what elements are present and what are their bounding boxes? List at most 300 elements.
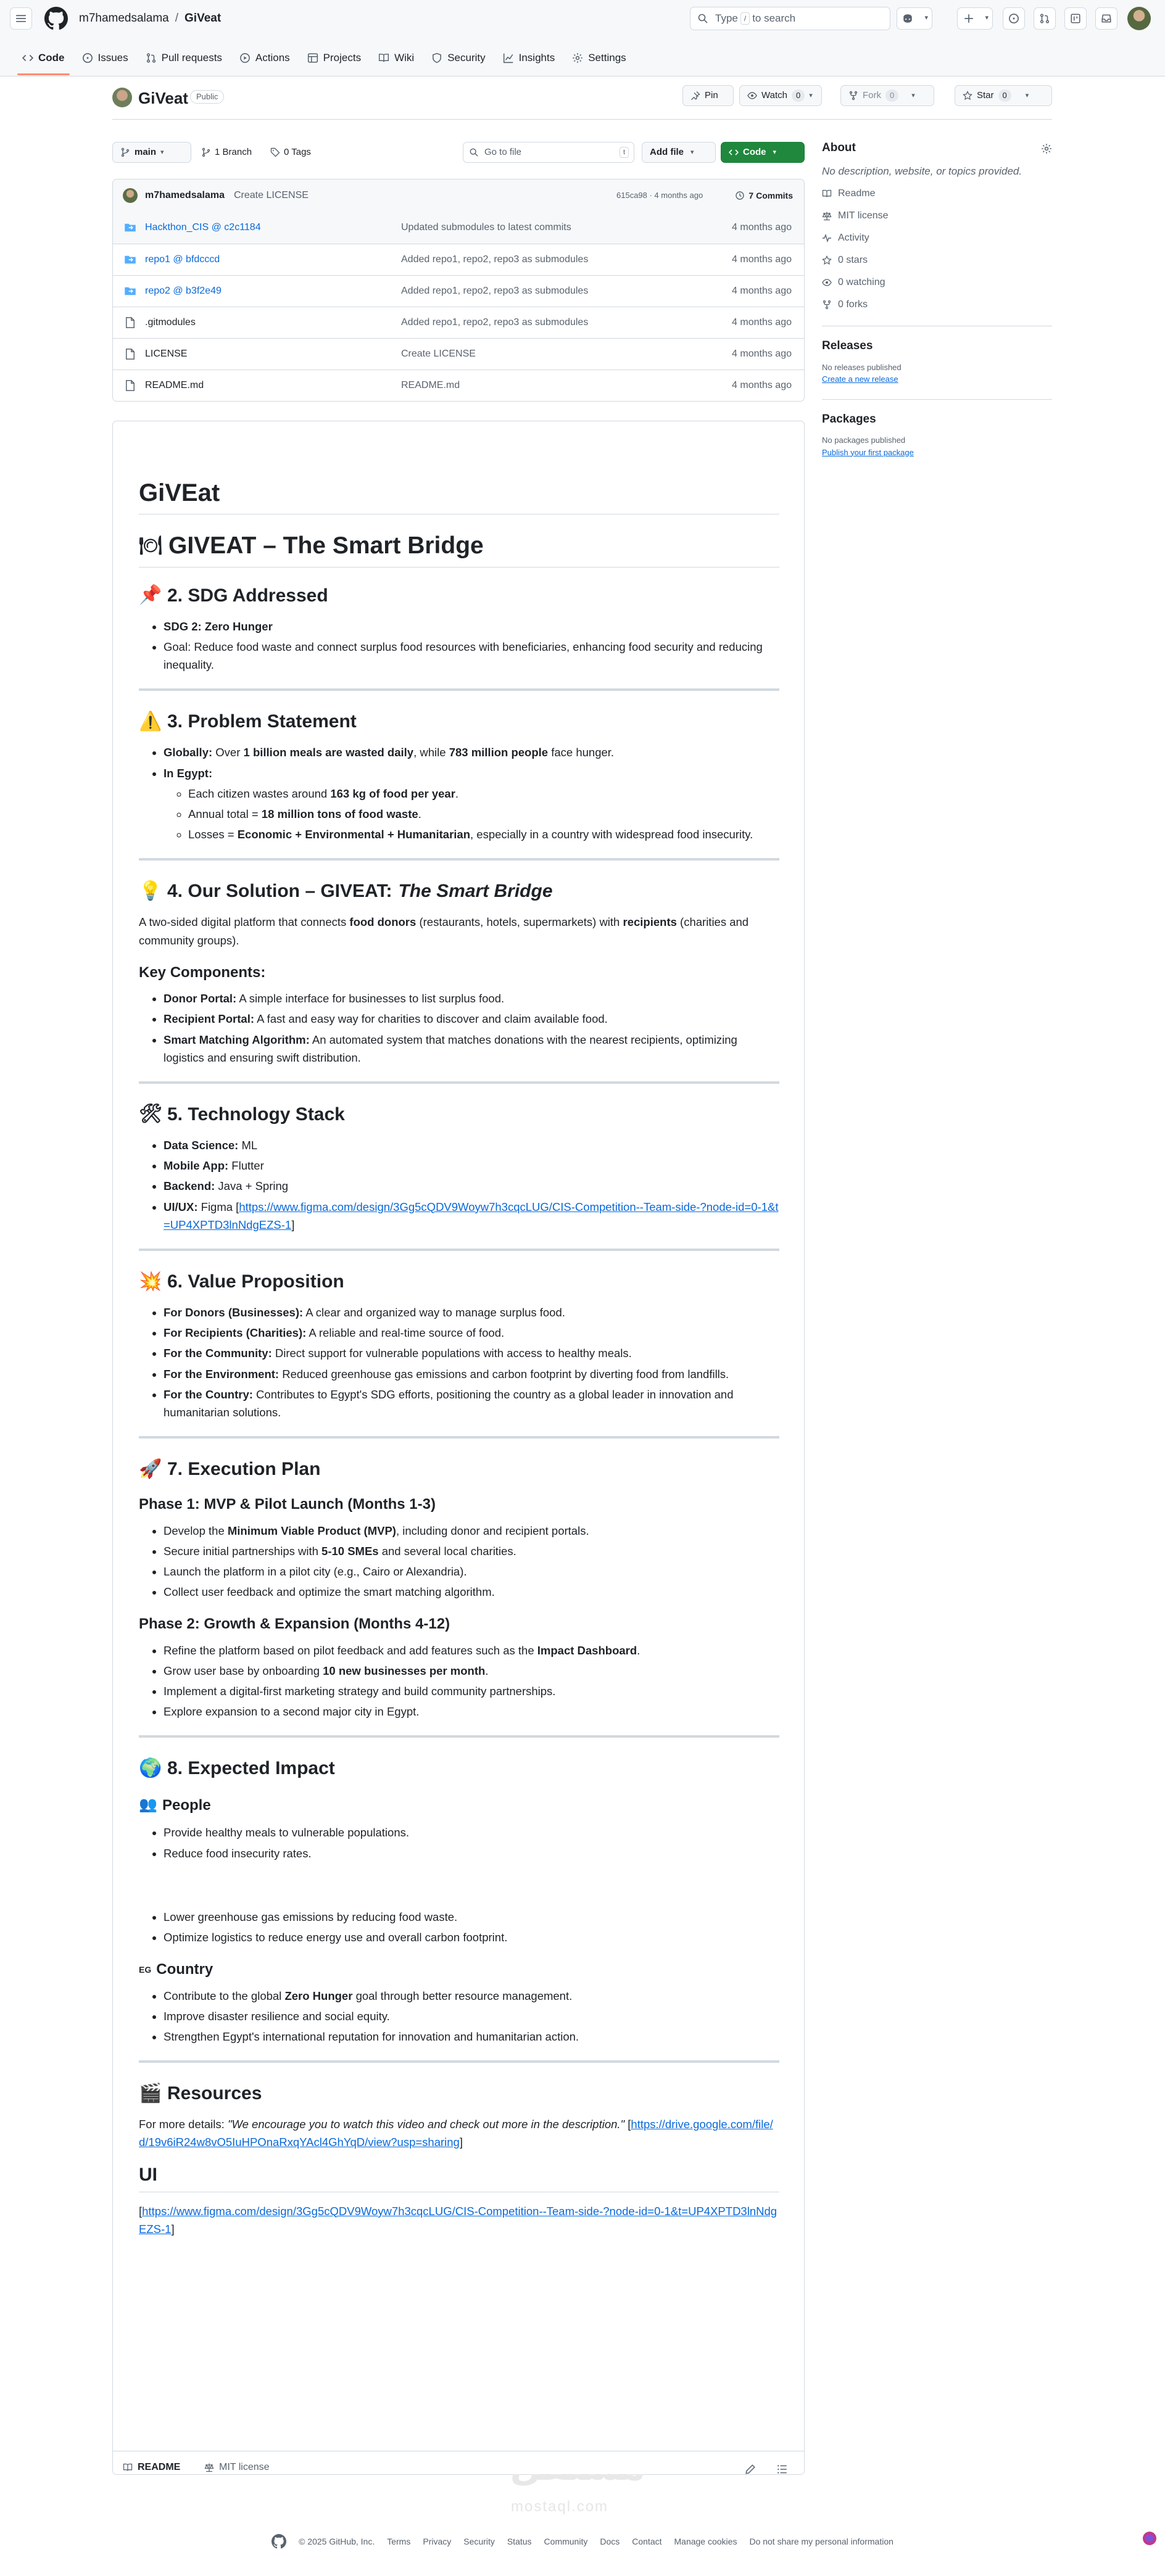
egypt-flag-icon: EG: [139, 1964, 152, 1975]
file-commit-message[interactable]: Create LICENSE: [401, 349, 476, 359]
text: ]: [171, 2222, 175, 2235]
label: For the Community:: [164, 1347, 272, 1360]
search-icon: [470, 148, 478, 157]
section-problem-title: 3. Problem Statement: [167, 711, 357, 732]
footer-link-terms[interactable]: Terms: [387, 2536, 411, 2546]
tab-projects[interactable]: [300, 44, 368, 72]
text-bold: 163 kg of food per year: [330, 786, 455, 800]
play-icon: [239, 52, 251, 64]
text: Secure initial partnerships with: [164, 1544, 318, 1558]
eye-icon: [822, 278, 832, 287]
list-item: [164, 1010, 779, 1028]
text: Develop the: [164, 1524, 225, 1537]
readme-box: [112, 421, 805, 2475]
book-icon: [378, 52, 389, 64]
readme-content: [139, 477, 779, 2249]
tab-security[interactable]: [424, 44, 492, 72]
text: A fast and easy way for charities to discover and claim available food.: [257, 1012, 608, 1026]
file-icon: [124, 316, 136, 329]
branch-selector[interactable]: [112, 142, 191, 163]
file-commit-message[interactable]: Added repo1, repo2, repo3 as submodules: [401, 317, 589, 328]
list-item: • Goal: Reduce food waste and connect surplus food resources with beneficiaries, enhancing food security and reducing inequality.: [164, 638, 779, 674]
chevron-down-icon: ▾: [924, 14, 928, 22]
phase1-list: [139, 1522, 779, 1601]
projects-icon: [1070, 13, 1081, 24]
file-name[interactable]: LICENSE: [145, 349, 188, 359]
label: Donor Portal:: [164, 992, 237, 1005]
list-item: • Optimize logistics to reduce energy use and overall carbon footprint.: [164, 1928, 779, 1946]
lightbulb-icon: 💡: [139, 880, 162, 901]
tab-label: Pull requests: [161, 52, 222, 64]
text: [: [139, 2204, 143, 2218]
divider: [139, 858, 779, 861]
text: Each citizen wastes around: [188, 786, 328, 800]
commits-link[interactable]: [735, 189, 793, 202]
text-bold: Economic + Environmental + Humanitarian: [237, 828, 470, 841]
figma-link[interactable]: https://www.figma.com/design/3Gg5cQDV9Woyw7h3cqcLUG/CIS-Competition--Team-side-?node-id=0-1&t=UP4XPTD3lnNdgEZS-1: [164, 1200, 779, 1231]
stars-link[interactable]: [822, 253, 1052, 268]
go-to-file-shortcut: t: [620, 147, 629, 158]
text-bold: recipients: [623, 915, 677, 929]
list-item: • Provide healthy meals to vulnerable populations.: [164, 1823, 779, 1841]
planet-list: [139, 1908, 779, 1946]
list-item: • Explore expansion to a second major city in Egypt.: [164, 1703, 779, 1720]
github-logo-icon[interactable]: [272, 2534, 286, 2549]
text: Contributes to Egypt's SDG efforts, positioning the country as a global leader in innovation and humanitarian solutions.: [164, 1387, 734, 1419]
section-sdg: [139, 584, 779, 608]
law-icon: [822, 211, 832, 221]
label: Recipient Portal:: [164, 1012, 254, 1026]
section-impact-title: 8. Expected Impact: [167, 1758, 335, 1779]
readme-link[interactable]: [822, 186, 1052, 201]
create-release-link[interactable]: Create a new release: [822, 374, 898, 384]
text: ML: [241, 1138, 258, 1152]
text: Flutter: [231, 1159, 264, 1173]
repo-tabs: [15, 44, 634, 74]
pull-request-icon: [146, 52, 157, 64]
text-bold: 10 new businesses per month: [323, 1664, 486, 1677]
list-item: • Launch the platform in a pilot city (e.g., Cairo or Alexandria).: [164, 1563, 779, 1580]
footer-link-contact[interactable]: Contact: [632, 2536, 662, 2546]
text: [: [628, 2118, 631, 2131]
text: face hunger.: [551, 746, 615, 759]
problem-list: [139, 743, 779, 843]
list-item: [164, 1385, 779, 1421]
chevron-down-icon: ▾: [911, 91, 915, 99]
breadcrumb: [79, 10, 221, 28]
tab-label: Issues: [97, 52, 128, 64]
divider: [822, 399, 1052, 400]
text-bold: 18 million tons of food waste: [261, 807, 418, 820]
watch-button[interactable]: [739, 85, 822, 106]
text: Refine the platform based on pilot feedback and add features such as the: [164, 1643, 534, 1657]
sdg-name: SDG 2: Zero Hunger: [164, 619, 273, 633]
submodule-folder-icon: [124, 285, 136, 297]
forks-link[interactable]: [822, 297, 1052, 312]
list-item: [164, 1198, 779, 1234]
submodule-folder-icon: [124, 221, 136, 234]
outline-icon[interactable]: [777, 2464, 788, 2475]
file-commit-message[interactable]: Added repo1, repo2, repo3 as submodules: [401, 286, 589, 296]
list-item: [164, 1344, 779, 1362]
label: In Egypt:: [164, 766, 213, 780]
list-item: [164, 764, 779, 844]
tab-issues[interactable]: [75, 44, 136, 72]
file-name[interactable]: repo2 @ b3f2e49: [145, 286, 222, 296]
file-date: 4 months ago: [732, 254, 792, 265]
search-input[interactable]: [690, 7, 890, 30]
fork-icon: [822, 300, 832, 310]
section-solution-title: 4. Our Solution – GIVEAT:: [167, 881, 392, 902]
code-icon: [22, 52, 33, 64]
search-shortcut-key: /: [740, 12, 750, 25]
text-bold: 1 billion meals are wasted daily: [243, 746, 414, 759]
chevron-down-icon: ▾: [773, 148, 777, 156]
watch-count: 0: [792, 89, 805, 102]
commit-hash-time[interactable]: 615ca98 · 4 months ago: [616, 191, 703, 200]
readme-title-text: GIVEAT – The Smart Bridge: [168, 532, 484, 559]
text-bold: 5-10 SMEs: [321, 1544, 379, 1558]
issue-icon: [1008, 13, 1019, 24]
text: ]: [291, 1218, 295, 1231]
value-list: [139, 1303, 779, 1421]
eye-icon: [747, 91, 757, 101]
pencil-icon[interactable]: [745, 2464, 756, 2475]
code-button[interactable]: [721, 142, 805, 163]
footer-link-do-not-share-my-personal-information[interactable]: Do not share my personal information: [749, 2536, 893, 2546]
section-resources-title: Resources: [167, 2083, 262, 2104]
text: , especially in a country with widespread food insecurity.: [470, 828, 753, 841]
watch-label: Watch: [761, 89, 787, 101]
fork-count: 0: [885, 89, 898, 102]
text: Grow user base by onboarding: [164, 1664, 320, 1677]
repo-name[interactable]: GiVeat: [138, 89, 188, 107]
text: ]: [459, 2136, 463, 2149]
resources-paragraph: [139, 2115, 779, 2151]
list-item: [164, 1522, 779, 1540]
star-label: Star: [977, 89, 994, 101]
tab-label: Settings: [588, 52, 626, 64]
text: Over: [215, 746, 241, 759]
text: Contribute to the global: [164, 1989, 282, 2002]
footer-link-community[interactable]: Community: [544, 2536, 588, 2546]
list-item: • Refine the platform based on pilot feedback and add features such as the Impact Dashboard.: [164, 1641, 779, 1659]
text: A reliable and real-time source of food.: [309, 1326, 505, 1340]
pin-button[interactable]: [682, 85, 734, 106]
commit-author[interactable]: m7hamedsalama: [145, 190, 225, 200]
chevron-down-icon: ▾: [160, 148, 164, 156]
license-link[interactable]: [822, 208, 1052, 223]
warning-icon: ⚠️: [139, 711, 162, 732]
book-icon: [123, 2462, 133, 2472]
tab-actions[interactable]: [232, 44, 297, 72]
list-item: • Improve disaster resilience and social equity.: [164, 2007, 779, 2025]
text-bold: food donors: [349, 915, 417, 929]
section-solution: [139, 879, 779, 903]
plus-icon: [963, 13, 974, 24]
ui-paragraph: [139, 2202, 779, 2238]
releases-empty: No releases published: [822, 362, 902, 372]
figma-link[interactable]: https://www.figma.com/design/3Gg5cQDV9Woyw7h3cqcLUG/CIS-Competition--Team-side-?node-id=0-1&t=UP4XPTD3lnNdgEZS-1: [139, 2204, 777, 2235]
file-name[interactable]: repo1 @ bfdcccd: [145, 254, 220, 265]
file-date: 4 months ago: [732, 222, 792, 233]
tab-label: Code: [38, 52, 65, 64]
tab-license[interactable]: [204, 2460, 270, 2475]
footer-link-status[interactable]: Status: [507, 2536, 532, 2546]
star-button[interactable]: [955, 85, 1052, 106]
section-problem: [139, 709, 779, 733]
sparkle-icon: 💥: [139, 1271, 162, 1292]
tab-readme[interactable]: [123, 2460, 180, 2475]
rocket-icon: 🚀: [139, 1458, 162, 1479]
search-placeholder-pre: Type: [715, 12, 738, 25]
pull-request-icon: [1039, 13, 1050, 24]
activity-link[interactable]: [822, 231, 1052, 246]
book-icon: [822, 189, 832, 199]
section-execution: [139, 1457, 779, 1481]
divider: [139, 1249, 779, 1251]
menu-button[interactable]: [10, 7, 32, 30]
code-icon: [729, 147, 739, 157]
packages-title[interactable]: Packages: [822, 412, 876, 426]
file-date: 4 months ago: [732, 349, 792, 359]
file-commit-message[interactable]: README.md: [401, 380, 460, 390]
forks-label: 0 forks: [838, 299, 868, 310]
label: For the Environment:: [164, 1367, 280, 1381]
label: Smart Matching Algorithm:: [164, 1033, 310, 1046]
about-title: About: [822, 141, 856, 154]
table-row[interactable]: [113, 338, 804, 369]
file-date: 4 months ago: [732, 286, 792, 296]
section-sdg-title: 2. SDG Addressed: [167, 585, 328, 606]
create-new-button[interactable]: [957, 7, 993, 30]
tab-insights[interactable]: [495, 44, 563, 72]
table-row[interactable]: [113, 212, 804, 244]
section-tech: [139, 1102, 779, 1126]
list-item: • Strengthen Egypt's international reputation for innovation and humanitarian action.: [164, 2028, 779, 2046]
text: A clear and organized way to manage surplus food.: [305, 1306, 565, 1319]
tab-settings[interactable]: [565, 44, 633, 72]
gear-icon: [572, 52, 583, 64]
fork-icon: [848, 91, 858, 101]
list-item: • Grow user base by onboarding 10 new businesses per month.: [164, 1662, 779, 1680]
label: For Donors (Businesses):: [164, 1306, 304, 1319]
label: Data Science:: [164, 1138, 239, 1152]
go-to-file-placeholder: Go to file: [484, 146, 522, 157]
text: A two-sided digital platform that connects: [139, 915, 347, 929]
label: Mobile App:: [164, 1159, 229, 1173]
footer-link-privacy[interactable]: Privacy: [423, 2536, 452, 2546]
text: Direct support for vulnerable populations with access to healthy meals.: [275, 1347, 632, 1360]
components-list: [139, 989, 779, 1067]
github-logo-icon[interactable]: [44, 7, 68, 30]
watching-label: 0 watching: [838, 277, 885, 287]
user-avatar[interactable]: [1127, 7, 1151, 30]
breadcrumb-repo[interactable]: GiVeat: [184, 12, 222, 25]
list-item: [164, 1303, 779, 1321]
readme-label: Readme: [838, 188, 876, 199]
tag-icon: [270, 147, 280, 157]
list-item: [164, 1031, 779, 1067]
file-name[interactable]: .gitmodules: [145, 317, 196, 328]
table-icon: [307, 52, 318, 64]
gear-icon[interactable]: [1041, 143, 1052, 154]
text: Losses =: [188, 828, 234, 841]
tab-code[interactable]: [15, 44, 72, 72]
text: (restaurants, hotels, supermarkets) with: [419, 915, 620, 929]
sticky-overlap-spacer: [139, 1873, 779, 1905]
file-table: [112, 179, 805, 402]
footer-link-docs[interactable]: Docs: [600, 2536, 620, 2546]
about-sidebar: [822, 139, 1052, 458]
branch-icon: [120, 147, 130, 157]
pin-icon: [690, 91, 700, 101]
graph-icon: [503, 52, 514, 64]
issues-button[interactable]: [1003, 7, 1025, 30]
text-bold: Impact Dashboard: [537, 1643, 637, 1657]
tags-link[interactable]: [270, 146, 311, 160]
chevron-down-icon: ▾: [985, 14, 989, 22]
text-bold: 783 million people: [449, 746, 549, 759]
people-title: People: [162, 1796, 211, 1814]
text-italic: "We encourage you to watch this video and check out more in the description.": [227, 2118, 625, 2131]
inbox-icon: [1101, 13, 1112, 24]
tab-pull-requests[interactable]: [138, 44, 230, 72]
footer-link-manage-cookies[interactable]: Manage cookies: [674, 2536, 737, 2546]
star-count: 0: [998, 89, 1011, 102]
tab-label: Projects: [323, 52, 362, 64]
text: goal through better resource management.: [355, 1989, 573, 2002]
file-icon: [124, 379, 136, 392]
table-row[interactable]: [113, 307, 804, 338]
section-value: [139, 1269, 779, 1294]
list-item: [164, 1136, 779, 1154]
about-description: No description, website, or topics provided.: [822, 165, 1022, 177]
pull-requests-button[interactable]: [1034, 7, 1056, 30]
list-item: [164, 617, 779, 635]
shield-icon: [431, 52, 442, 64]
phase1-heading: Phase 1: MVP & Pilot Launch (Months 1-3): [139, 1496, 436, 1513]
breadcrumb-separator: /: [175, 12, 179, 25]
visibility-badge: Public: [190, 90, 224, 104]
divider: [139, 1436, 779, 1439]
section-ui-title: UI: [139, 2164, 157, 2185]
globe-icon: 🌍: [139, 1757, 162, 1778]
drive-link[interactable]: https://drive.google.com/file/d/19v6iR24w8vO5IuHPOnaRxqYAcl4GhYqD/view?usp=sharing: [139, 2118, 773, 2149]
projects-button[interactable]: [1064, 7, 1087, 30]
list-item: [164, 1177, 779, 1195]
inbox-button[interactable]: [1095, 7, 1117, 30]
footer-copyright: © 2025 GitHub, Inc.: [299, 2536, 375, 2546]
text-bold: Zero Hunger: [284, 1989, 353, 2002]
list-item: [164, 1157, 779, 1174]
owner-avatar[interactable]: [112, 88, 132, 107]
license-label: MIT license: [838, 210, 889, 221]
section-execution-title: 7. Execution Plan: [167, 1459, 321, 1480]
issue-icon: [82, 52, 93, 64]
packages-empty: No packages published: [822, 436, 906, 445]
text: and several local charities.: [381, 1544, 516, 1558]
list-item: • Reduce food insecurity rates.: [164, 1844, 779, 1862]
section-ui: [139, 2163, 779, 2192]
solution-paragraph: [139, 913, 779, 949]
divider: [139, 2060, 779, 2063]
tab-readme-label: README: [138, 2462, 181, 2472]
publish-package-link[interactable]: Publish your first package: [822, 447, 914, 457]
file-commit-message[interactable]: Added repo1, repo2, repo3 as submodules: [401, 254, 589, 265]
top-bar: [0, 0, 1165, 37]
text: A simple interface for businesses to list surplus food.: [239, 992, 505, 1005]
watching-link[interactable]: [822, 275, 1052, 290]
commit-author-avatar[interactable]: [123, 188, 138, 203]
commits-count: 7 Commits: [748, 190, 793, 200]
table-row[interactable]: [113, 275, 804, 307]
country-title: Country: [156, 1961, 214, 1978]
add-file-button[interactable]: [642, 142, 716, 163]
tab-wiki[interactable]: [371, 44, 421, 72]
file-toolbar: [112, 139, 805, 167]
file-name[interactable]: README.md: [145, 380, 204, 390]
people-heading: [139, 1794, 779, 1816]
list-item: [164, 1987, 779, 2005]
fork-button[interactable]: [840, 85, 934, 106]
label: UI/UX:: [164, 1200, 198, 1213]
list-item: ◦ Each citizen wastes around 163 kg of food per year.: [188, 785, 779, 803]
country-heading: [139, 1960, 779, 1979]
floating-copilot-icon[interactable]: [1143, 2532, 1156, 2545]
list-item: [188, 825, 779, 843]
file-name[interactable]: Hackthon_CIS @ c2c1184: [145, 222, 261, 233]
file-date: 4 months ago: [732, 380, 792, 390]
table-row[interactable]: [113, 244, 804, 275]
table-row[interactable]: [113, 369, 804, 401]
list-item: [164, 743, 779, 761]
key-components-heading: Key Components:: [139, 964, 266, 981]
watermark-text: mostaql.com: [511, 2498, 609, 2515]
divider: [139, 688, 779, 691]
file-commit-message[interactable]: Updated submodules to latest commits: [401, 222, 571, 233]
divider: [139, 1081, 779, 1084]
label: Backend:: [164, 1179, 215, 1193]
people-list: [139, 1823, 779, 1862]
branch-icon: [201, 147, 211, 157]
text: , including donor and recipient portals.: [396, 1524, 589, 1537]
commit-message[interactable]: Create LICENSE: [234, 190, 309, 200]
tags-count: 0 Tags: [284, 147, 311, 157]
pushpin-icon: 📌: [139, 585, 162, 606]
copilot-button[interactable]: [897, 7, 932, 30]
clapper-icon: 🎬: [139, 2083, 162, 2103]
readme-heading: GiVEat: [139, 477, 779, 514]
text: Reduced greenhouse gas emissions and carbon footprint by diverting food from landfills.: [282, 1367, 729, 1381]
list-item: [164, 989, 779, 1007]
go-to-file-input[interactable]: [463, 142, 634, 163]
breadcrumb-owner[interactable]: m7hamedsalama: [79, 12, 169, 25]
footer: [0, 2529, 1165, 2554]
chevron-down-icon: ▾: [809, 91, 813, 99]
list-item: [164, 1324, 779, 1342]
readme-sticky-tabs: [113, 2451, 804, 2475]
submodule-folder-icon: [124, 254, 136, 266]
releases-title[interactable]: Releases: [822, 339, 873, 352]
tab-label: Actions: [255, 52, 290, 64]
text-bold: Minimum Viable Product (MVP): [227, 1524, 396, 1537]
list-item: [164, 1542, 779, 1560]
branches-link[interactable]: [201, 146, 252, 160]
search-icon: [698, 14, 708, 23]
fork-label: Fork: [863, 89, 881, 101]
footer-link-security[interactable]: Security: [463, 2536, 495, 2546]
